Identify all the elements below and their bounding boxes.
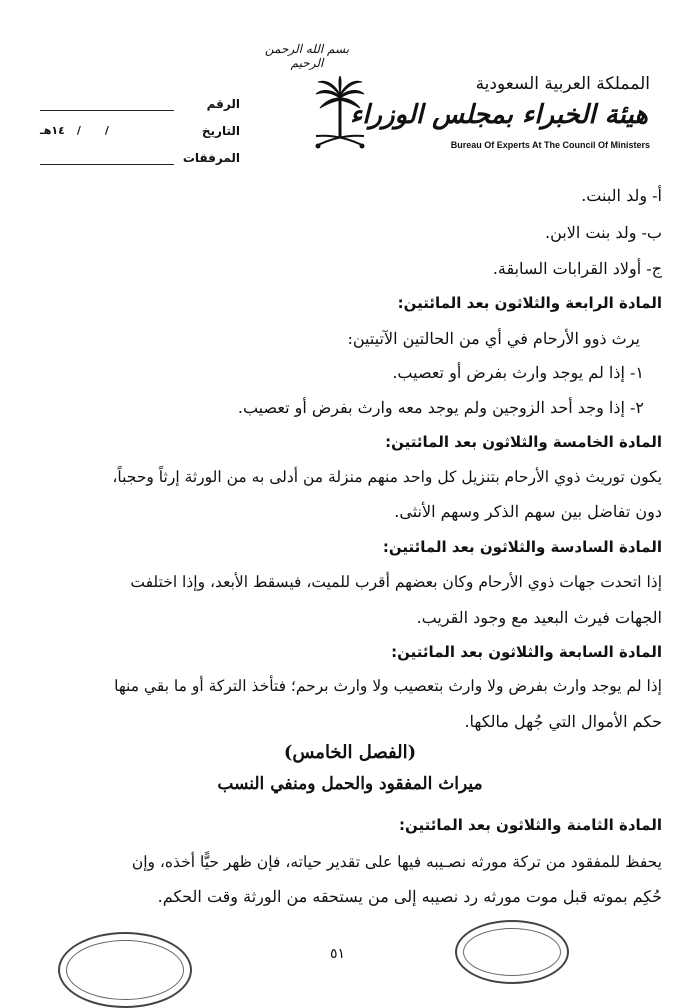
attachments-label: المرفقات [182,151,240,165]
org-name-english: Bureau Of Experts At The Council Of Ministers [450,140,650,150]
article-234-case-1: ١- إذا لم يوجد وارث بفرض أو تعصيب. [392,363,644,382]
article-235-line-2: دون تفاضل بين سهم الذكر وسهم الأنثى. [394,502,662,521]
article-238-line-2: حُكِم بموته قبل موت مورثه رد نصيبه إلى من يستحقه من الورثة وقت الحكم. [157,887,662,906]
article-238-line-1: يحفظ للمفقود من تركة مورثه نصـيبه فيها على تقدير حياته، فإن ظهر حيًّا أخذه، وإن [131,853,662,871]
article-236-line-2: الجهات فيرث البعيد مع وجود القريب. [416,608,662,627]
item-a: أ- ولد البنت. [581,186,662,205]
article-236-line-1: إذا اتحدت جهات ذوي الأرحام وكان بعضهم أقرب للميت، فيسقط الأبعد، وإذا اختلفت [130,573,662,591]
article-234-intro: يرث ذوو الأرحام في أي من الحالتين الآتيتين: [347,329,640,348]
item-b: ب- ولد بنت الابن. [544,223,662,242]
org-name-arabic: المملكة العربية السعودية [475,74,650,94]
date-line [40,124,174,138]
article-237-title: المادة السابعة والثلاثون بعد المائتين: [391,643,662,661]
official-seal-left-icon [58,932,192,1008]
number-label: الرقم [206,97,240,111]
official-seal-right-icon [455,920,569,984]
letter-meta-fields [40,84,240,165]
chapter-title: (الفصل الخامس) [283,742,417,763]
attachments-line [40,150,174,165]
article-234-case-2: ٢- إذا وجد أحد الزوجين ولم يوجد معه وارث بفرض أو تعصيب. [237,398,644,417]
article-238-title: المادة الثامنة والثلاثون بعد المائتين: [399,816,662,834]
article-236-title: المادة السادسة والثلاثون بعد المائتين: [382,538,662,556]
article-235-line-1: يكون توريث ذوي الأرحام بتنزيل كل واحد منهم منزلة من أدلى به من الورثة إرثاً وحجباً، [112,468,662,486]
article-237-line-1: إذا لم يوجد وارث بفرض ولا وارث بتعصيب ولا وارث برحم؛ فتأخذ التركة أو ما بقي منها [114,677,662,695]
item-c: ج- أولاد القرابات السابقة. [492,259,662,278]
number-line [40,96,174,111]
date-row [40,111,240,138]
bismillah: بسم الله الرحمن الرحيم [264,42,350,70]
page-number: ٥١ [330,946,346,962]
date-placeholder: ١٤هـ / / [40,124,109,137]
org-bureau-arabic: هيئة الخبراء بمجلس الوزراء [349,100,648,130]
date-label: التاريخ [201,124,240,138]
article-235-title: المادة الخامسة والثلاثون بعد المائتين: [385,433,662,451]
article-237-line-2: حكم الأموال التي جُهل مالكها. [464,712,662,731]
number-row [40,84,240,111]
chapter-subtitle: ميراث المفقود والحمل ومنفي النسب [217,774,483,794]
article-234-title: المادة الرابعة والثلاثون بعد المائتين: [397,294,662,312]
attachments-row [40,138,240,165]
date-suffix: ١٤هـ [40,124,65,137]
